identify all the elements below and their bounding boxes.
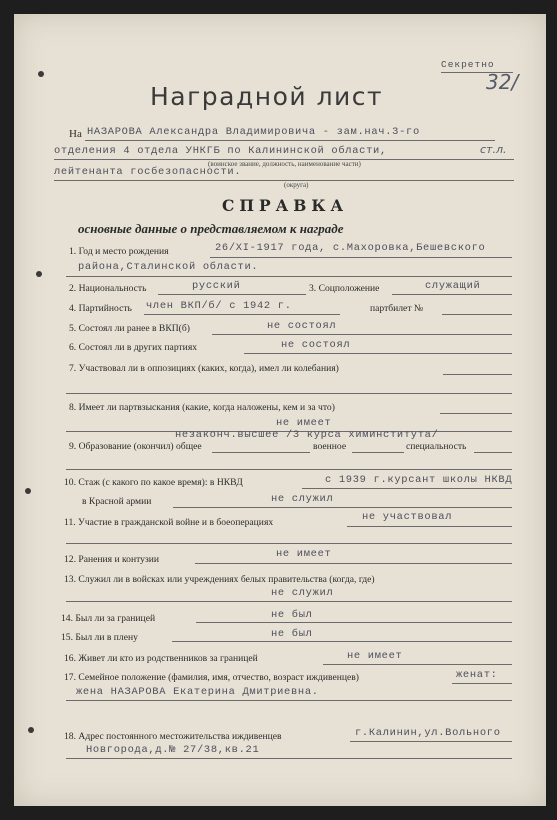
field-9-line-2 <box>66 469 512 470</box>
field-17-value: женат: <box>456 669 498 681</box>
field-3-line <box>392 294 512 295</box>
nominee-line-2: отделения 4 отдела УНКГБ по Калининской области, <box>54 145 387 157</box>
field-9-line-military <box>352 452 404 453</box>
nominee-caption: (воинское звание, должность, наименование части) <box>208 160 361 168</box>
field-2-line <box>158 294 306 295</box>
staple-mark <box>38 71 44 77</box>
nominee-line-3: лейтенанта госбезопасности. <box>54 166 242 178</box>
field-4-label: 4. Партийность <box>69 303 132 314</box>
field-12-label: 12. Ранения и контузии <box>64 554 160 565</box>
nominee-line-1: НАЗАРОВА Александра Владимировича - зам.нач.3-го <box>87 126 420 138</box>
field-15-line <box>172 641 512 642</box>
field-5-line <box>212 334 512 335</box>
field-1-line <box>210 257 512 258</box>
secret-stamp: Секретно <box>441 59 495 70</box>
field-18-line <box>350 741 512 742</box>
document-title: Наградной лист <box>150 82 384 111</box>
field-1-label: 1. Год и место рождения <box>69 246 169 257</box>
field-11-line <box>347 526 512 527</box>
field-16-line <box>323 664 512 665</box>
field-13-line <box>66 601 512 602</box>
field-1-line-2 <box>66 276 512 277</box>
field-3-label: 3. Соцположение <box>309 283 380 294</box>
field-12-value: не имеет <box>276 548 332 560</box>
nominee-handwritten-rank: ст.л. <box>480 143 507 156</box>
field-13-label: 13. Служил ли в войсках или учреждениях белых правительства (когда, где) <box>64 574 375 585</box>
field-13-value: не служил <box>271 587 334 599</box>
field-3-value: служащий <box>425 280 481 292</box>
field-6-line <box>244 353 512 354</box>
field-14-line <box>196 622 512 623</box>
field-14-value: не был <box>271 609 313 621</box>
field-1-value: 26/XI-1917 года, с.Махоровка,Бешевского <box>215 242 486 254</box>
field-10-value-2: не служил <box>271 493 334 505</box>
field-2-value: русский <box>192 280 241 292</box>
nominee-prefix: На <box>69 128 82 140</box>
field-7-line <box>443 374 512 375</box>
field-16-label: 16. Живет ли кто из родственников за границей <box>64 653 258 664</box>
okrug-caption: (округа) <box>284 181 309 189</box>
spravka-title: СПРАВКА <box>222 196 349 215</box>
field-6-value: не состоял <box>281 339 351 351</box>
page-number: 32/ <box>486 70 519 94</box>
field-16-value: не имеет <box>347 650 403 662</box>
field-14-label: 14. Был ли за границей <box>61 613 156 624</box>
field-11-value: не участвовал <box>362 511 453 523</box>
field-9-label-speciality: специальность <box>406 441 467 452</box>
field-4-value: член ВКП/б/ с 1942 г. <box>146 300 292 312</box>
field-5-value: не состоял <box>267 320 337 332</box>
field-7-label: 7. Участвовал ли в оппозициях (каких, когда), имел ли колебания) <box>69 363 339 374</box>
field-8-label: 8. Имеет ли партвзыскания (какие, когда наложены, кем и за что) <box>69 402 335 413</box>
staple-mark <box>25 488 31 494</box>
field-1-value-2: района,Сталинской области. <box>78 261 259 273</box>
field-10-line <box>302 488 512 489</box>
field-4-line <box>144 314 340 315</box>
field-18-line-2 <box>66 758 512 759</box>
field-15-label: 15. Был ли в плену <box>61 632 138 643</box>
field-10-label: 10. Стаж (с какого по какое время): в НКВД <box>64 477 243 488</box>
field-4-partbilet: партбилет № <box>370 303 424 314</box>
field-11-line-2 <box>66 543 512 544</box>
field-4-partbilet-line <box>442 314 512 315</box>
field-18-value: г.Калинин,ул.Вольного <box>355 727 501 739</box>
field-17-label: 17. Семейное положение (фамилия, имя, отчество, возраст иждивенцев) <box>64 672 359 683</box>
staple-mark <box>28 727 34 733</box>
field-17-line-2 <box>66 700 512 701</box>
staple-mark <box>36 271 42 277</box>
field-2-label: 2. Национальность <box>69 283 147 294</box>
field-15-value: не был <box>271 628 313 640</box>
field-11-label: 11. Участие в гражданской войне и в боеоперациях <box>64 517 274 528</box>
field-9-label-general: 9. Образование (окончил) общее <box>69 441 202 452</box>
field-18-value-2: Новгорода,д.№ 27/38,кв.21 <box>86 744 260 756</box>
field-10-value: с 1939 г.курсант школы НКВД <box>325 474 513 486</box>
field-7-line-2 <box>66 393 512 394</box>
field-10-label-2: в Красной армии <box>82 496 152 507</box>
field-9-label-military: военное <box>313 441 347 452</box>
field-17-value-2: жена НАЗАРОВА Екатерина Дмитриевна. <box>76 686 319 698</box>
field-8-line <box>440 413 512 414</box>
field-5-label: 5. Состоял ли ранее в ВКП(б) <box>69 323 190 334</box>
field-9-line-speciality <box>474 452 512 453</box>
field-8-value: не имеет <box>276 417 332 429</box>
field-18-label: 18. Адрес постоянного местожительства иждивенцев <box>64 731 282 742</box>
field-17-line <box>452 683 512 684</box>
field-12-line <box>195 563 512 564</box>
field-6-label: 6. Состоял ли в других партиях <box>69 342 198 353</box>
field-9-education-value: незаконч.высшее /3 курса химинститута/ <box>175 429 439 441</box>
nominee-underline-1 <box>85 140 495 141</box>
field-10-line-2 <box>173 507 512 508</box>
spravka-subtitle: основные данные о представляемом к награде <box>78 221 344 236</box>
field-9-line-general <box>212 452 310 453</box>
